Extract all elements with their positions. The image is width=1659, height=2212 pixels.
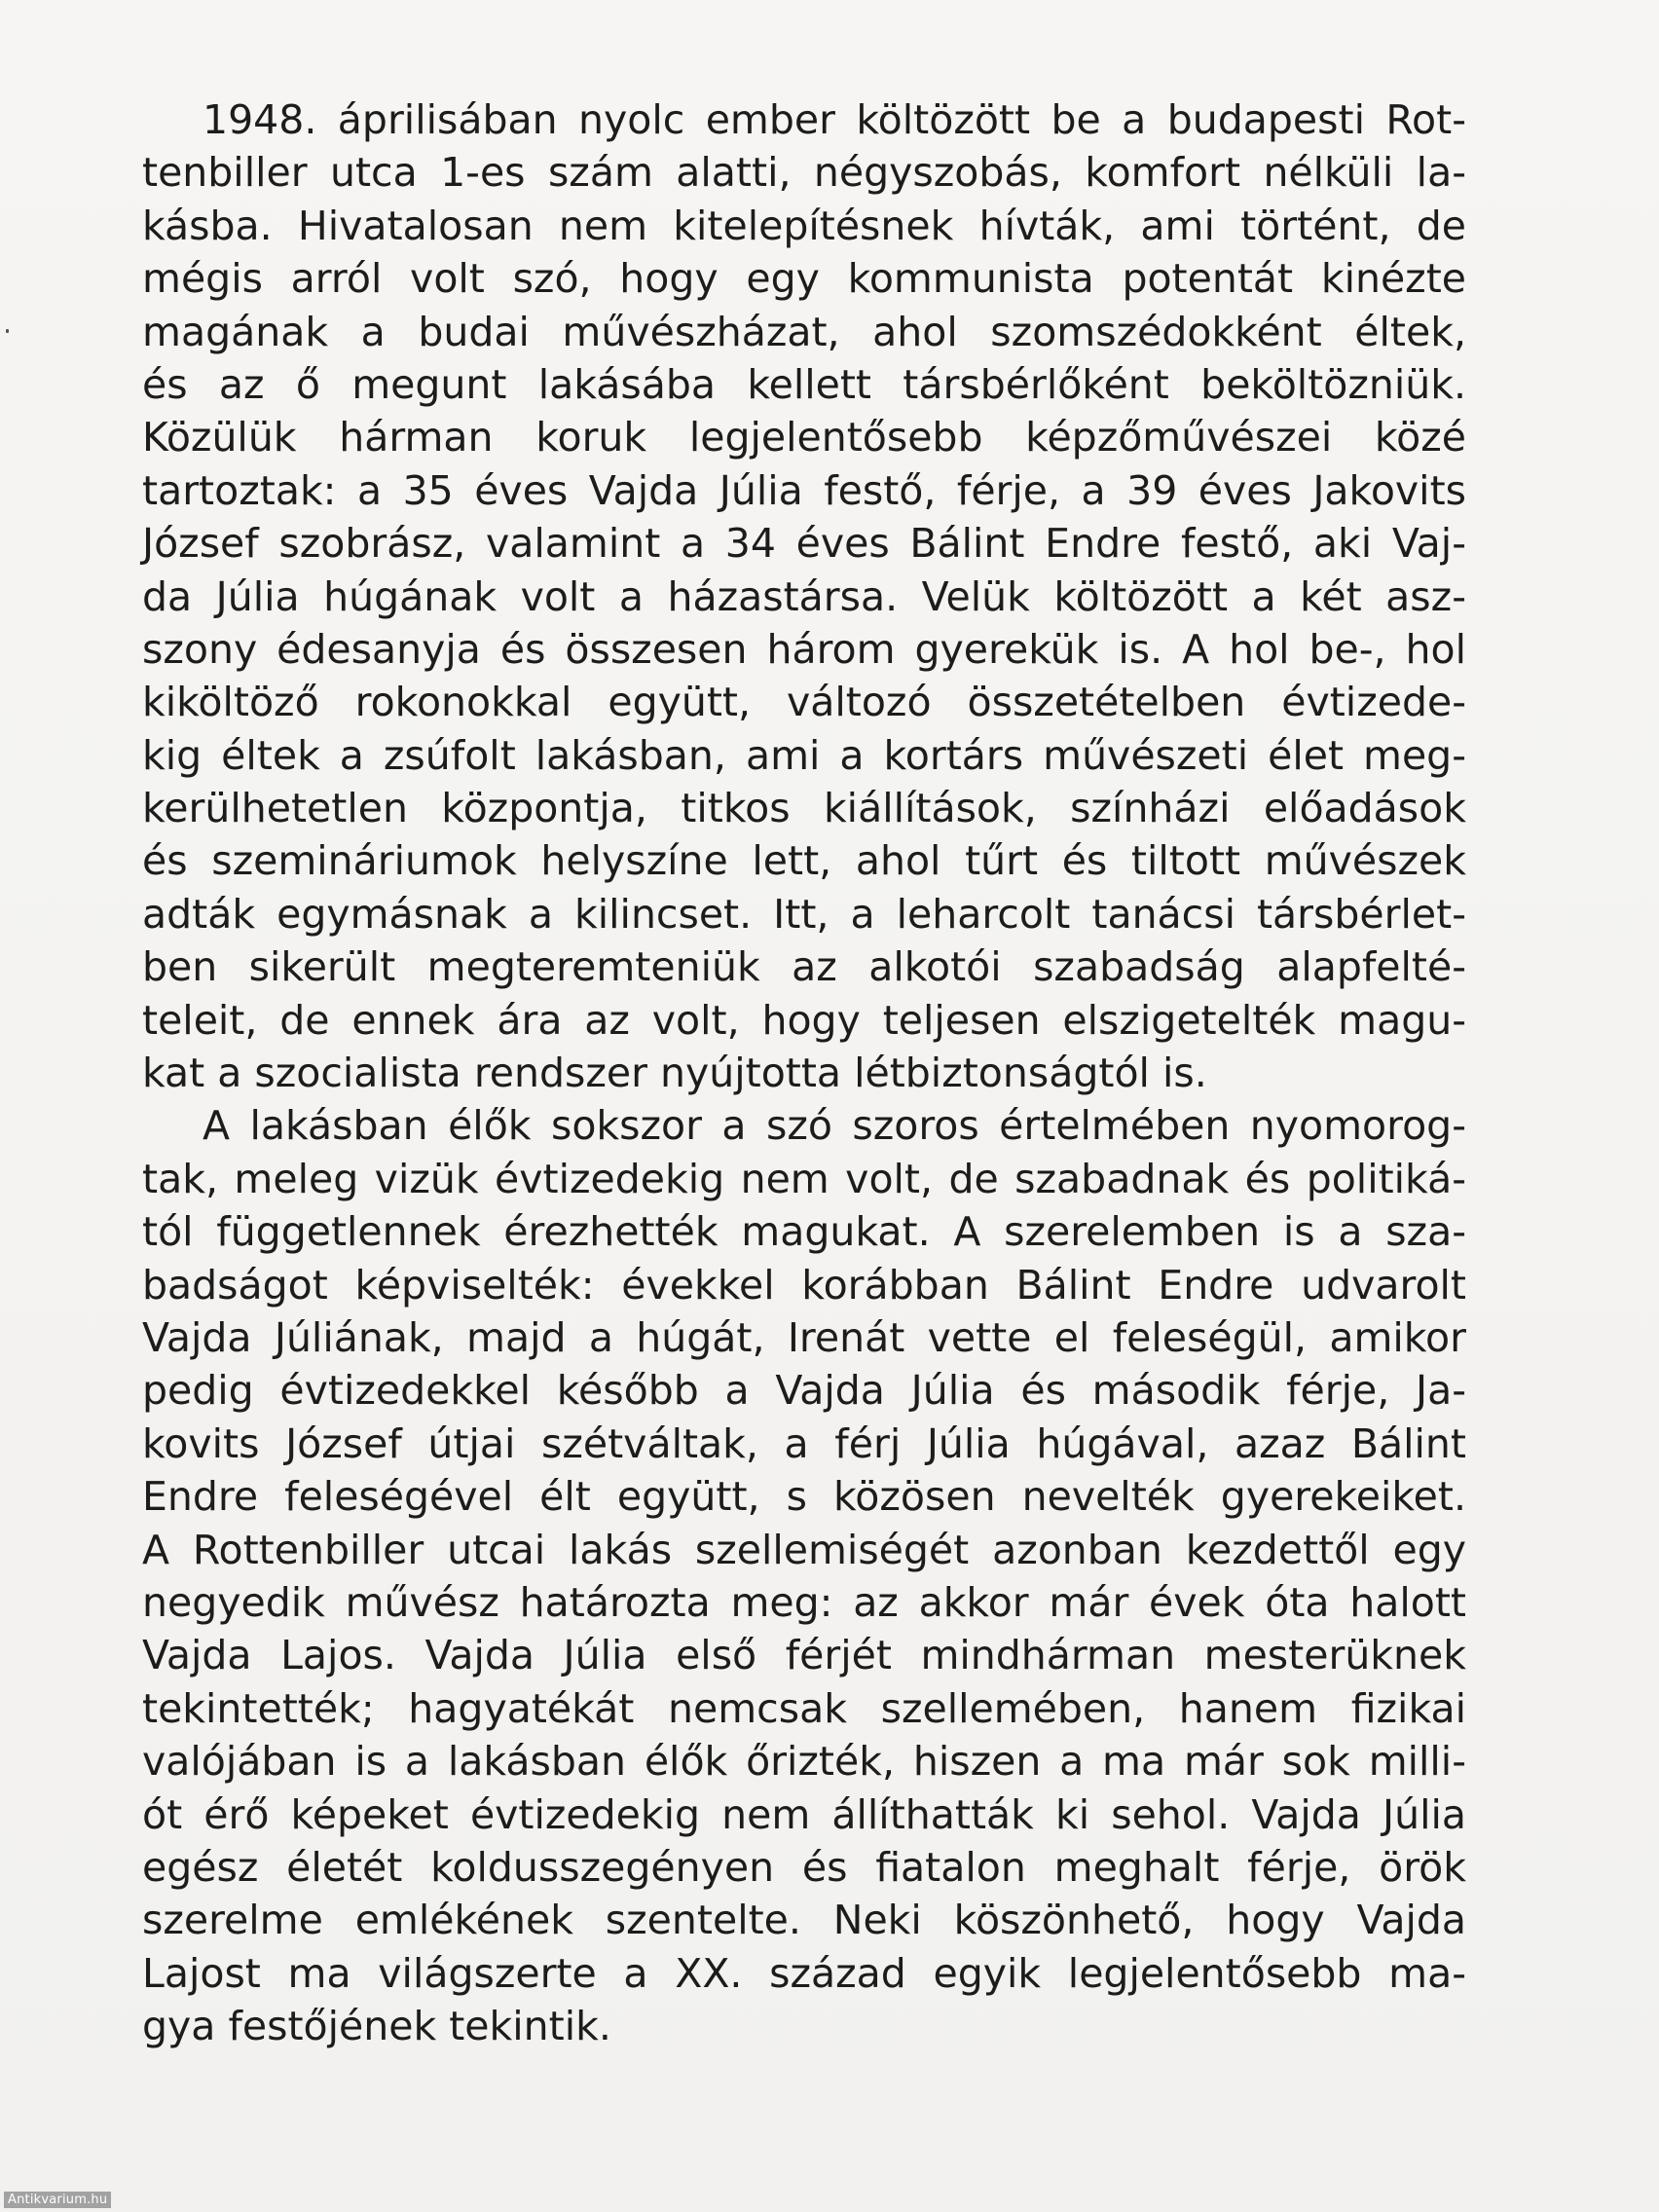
text-line: Endre feleségével élt együtt, s közösen nevelték gyerekeiket. xyxy=(142,1473,1466,1521)
text-line: gya festőjének tekintik. xyxy=(142,2003,611,2050)
text-line: kat a szocialista rendszer nyújtotta létbiztonságtól is. xyxy=(142,1050,1207,1097)
text-line: József szobrász, valamint a 34 éves Bálint Endre festő, aki Vaj- xyxy=(142,520,1466,568)
text-line: szony édesanyja és összesen három gyerekük is. A hol be-, hol xyxy=(142,625,1466,673)
text-line: negyedik művész határozta meg: az akkor már évek óta halott xyxy=(142,1578,1466,1626)
text-line: kásba. Hivatalosan nem kitelepítésnek hívták, ami történt, de xyxy=(142,202,1466,249)
text-line: tenbiller utca 1-es szám alatti, négyszobás, komfort nélküli la- xyxy=(142,149,1466,197)
text-line: ót érő képeket évtizedekig nem állíthatták ki sehol. Vajda Júlia xyxy=(142,1790,1466,1838)
body-text xyxy=(142,93,1466,2052)
text-line: és szemináriumok helyszíne lett, ahol tűrt és tiltott művészek xyxy=(142,837,1466,885)
page-speck xyxy=(6,329,9,333)
text-line: ben sikerült megteremteniük az alkotói szabadság alapfelté- xyxy=(142,943,1466,991)
text-line: pedig évtizedekkel később a Vajda Júlia és második férje, Ja- xyxy=(142,1367,1466,1415)
paragraph-2 xyxy=(142,1099,1466,2052)
text-line: Lajost ma világszerte a XX. század egyik legjelentősebb ma- xyxy=(142,1949,1466,1997)
text-line: Vajda Júliának, majd a húgát, Irenát vette el feleségül, amikor xyxy=(142,1313,1466,1361)
text-line: A lakásban élők sokszor a szó szoros értelmében nyomorog- xyxy=(203,1102,1466,1150)
text-line: kovits József útjai szétváltak, a férj Júlia húgával, azaz Bálint xyxy=(142,1419,1466,1467)
text-line: Közülük hárman koruk legjelentősebb képzőművészei közé xyxy=(142,414,1466,461)
text-line: magának a budai művészházat, ahol szomszédokként éltek, xyxy=(142,308,1466,355)
text-line: tekintették; hagyatékát nemcsak szellemében, hanem fizikai xyxy=(142,1684,1466,1732)
text-line: 1948. áprilisában nyolc ember költözött be a budapesti Rot- xyxy=(203,96,1466,143)
text-line: Vajda Lajos. Vajda Júlia első férjét mindhárman mesterüknek xyxy=(142,1632,1466,1679)
text-line: tak, meleg vizük évtizedekig nem volt, de szabadnak és politiká- xyxy=(142,1155,1466,1202)
text-line: teleit, de ennek ára az volt, hogy teljesen elszigetelték magu- xyxy=(142,996,1466,1044)
paragraph-1 xyxy=(142,93,1466,1099)
text-line: valójában is a lakásban élők őrizték, hiszen a ma már sok milli- xyxy=(142,1738,1466,1786)
text-line: kiköltöző rokonokkal együtt, változó összetételben évtizede- xyxy=(142,679,1466,726)
text-line: adták egymásnak a kilincset. Itt, a leharcolt tanácsi társbérlet- xyxy=(142,890,1466,938)
text-line: A Rottenbiller utcai lakás szellemiségét azonban kezdettől egy xyxy=(142,1526,1466,1573)
text-line: szerelme emlékének szentelte. Neki köszönhető, hogy Vajda xyxy=(142,1897,1466,1944)
text-line: kerülhetetlen központja, titkos kiállítások, színházi előadások xyxy=(142,785,1466,832)
text-line: badságot képviselték: évekkel korábban Bálint Endre udvarolt xyxy=(142,1261,1466,1309)
text-line: da Júlia húgának volt a házastársa. Velük költözött a két asz- xyxy=(142,572,1466,620)
text-line: tól függetlennek érezhették magukat. A szerelemben is a sza- xyxy=(142,1208,1466,1256)
text-line: mégis arról volt szó, hogy egy kommunista potentát kinézte xyxy=(142,255,1466,303)
watermark-label: Antikvarium.hu xyxy=(4,2192,111,2208)
text-line: egész életét koldusszegényen és fiatalon meghalt férje, örök xyxy=(142,1843,1466,1891)
text-line: kig éltek a zsúfolt lakásban, ami a kortárs művészeti élet meg- xyxy=(142,731,1466,779)
text-line: és az ő megunt lakásába kellett társbérlőként beköltözniük. xyxy=(142,360,1466,408)
text-line: tartoztak: a 35 éves Vajda Júlia festő, férje, a 39 éves Jakovits xyxy=(142,466,1466,514)
